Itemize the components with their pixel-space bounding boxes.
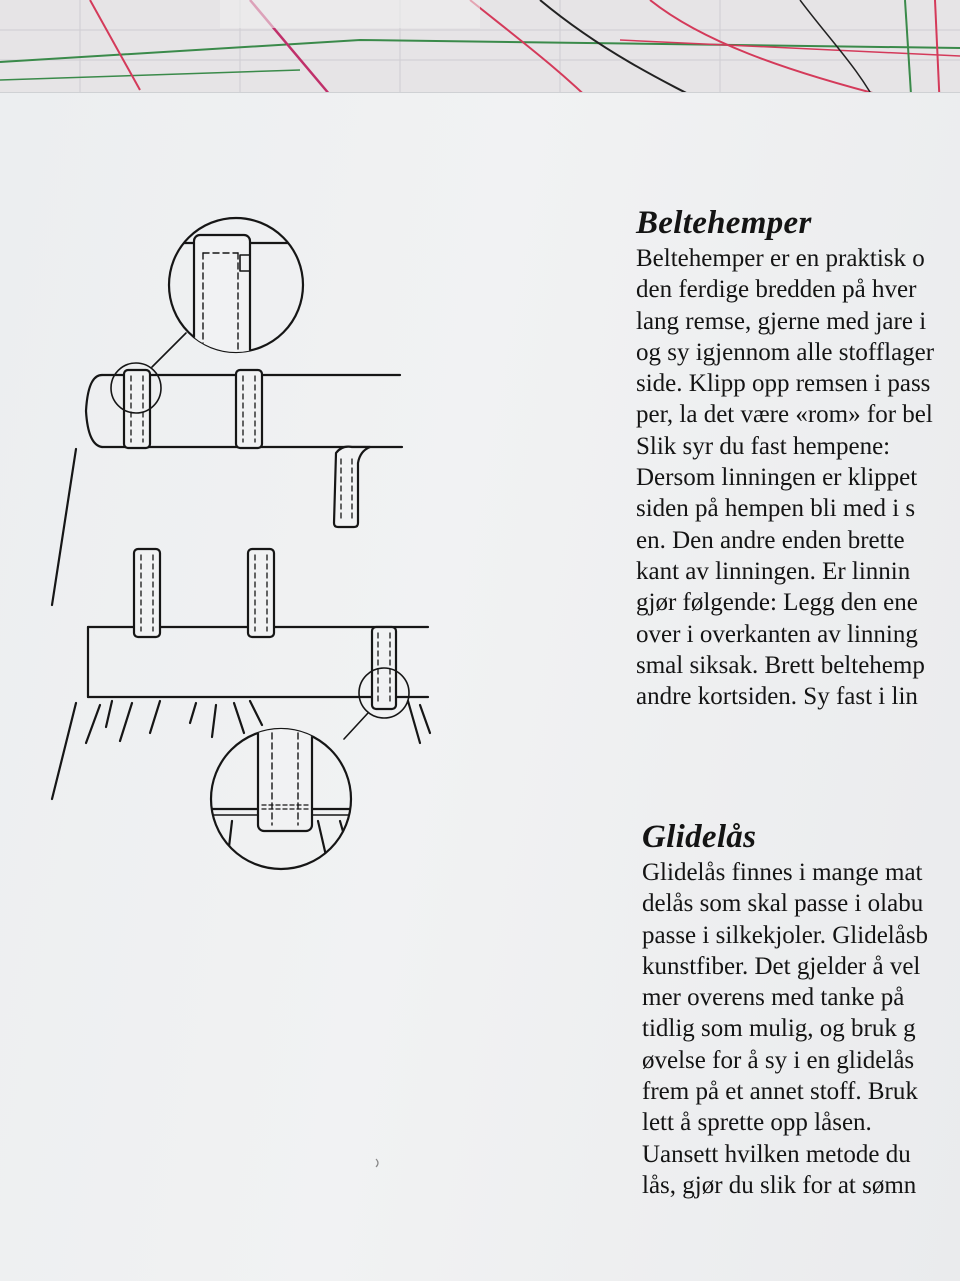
section-heading: Glidelås <box>642 819 757 855</box>
text-line: kunstfiber. Det gjelder å vel <box>642 952 921 980</box>
text-line: og sy igjennom alle stofflager <box>636 338 935 366</box>
text-line: Beltehemper er en praktisk o <box>636 245 925 272</box>
section-glidelas <box>642 815 960 1201</box>
text-line: mer overens med tanke på <box>642 984 905 1012</box>
section-heading: Beltehemper <box>636 205 812 241</box>
text-line: lang remse, gjerne med jare i <box>636 307 927 335</box>
text-line: øvelse for å sy i en glidelås <box>642 1046 915 1074</box>
text-line: lås, gjør du slik for at sømn <box>642 1171 917 1199</box>
text-line: delås som skal passe i olabu <box>642 890 924 918</box>
text-line: per, la det være «rom» for bel <box>636 401 933 429</box>
text-line: lett å sprette opp låsen. <box>642 1109 872 1137</box>
text-line: andre kortsiden. Sy fast i lin <box>636 683 918 711</box>
text-line: gjør følgende: Legg den ene <box>636 589 918 617</box>
text-line: Dersom linningen er klippet <box>636 464 918 492</box>
book-page <box>0 92 960 1281</box>
text-line: Glidelås finnes i mange mat <box>642 859 923 886</box>
text-line: en. Den andre enden brette <box>636 526 905 554</box>
text-line: smal siksak. Brett beltehemp <box>636 651 925 679</box>
text-line: kant av linningen. Er linnin <box>636 557 911 585</box>
text-line: frem på et annet stoff. Bruk <box>642 1078 918 1106</box>
text-line: over i overkanten av linning <box>636 620 918 648</box>
text-line: tidlig som mulig, og bruk g <box>642 1015 916 1043</box>
text-line: Uansett hvilken metode du <box>642 1140 911 1168</box>
text-line: Slik syr du fast hempene: <box>636 432 891 460</box>
section-beltehemper <box>636 201 960 712</box>
text-line: siden på hempen bli med i s <box>636 495 916 523</box>
text-line: den ferdige bredden på hver <box>636 276 917 304</box>
belt-loop-illustration <box>0 93 620 1281</box>
text-line: side. Klipp opp remsen i pass <box>636 370 931 398</box>
text-line: passe i silkekjoler. Glidelåsb <box>642 921 929 949</box>
